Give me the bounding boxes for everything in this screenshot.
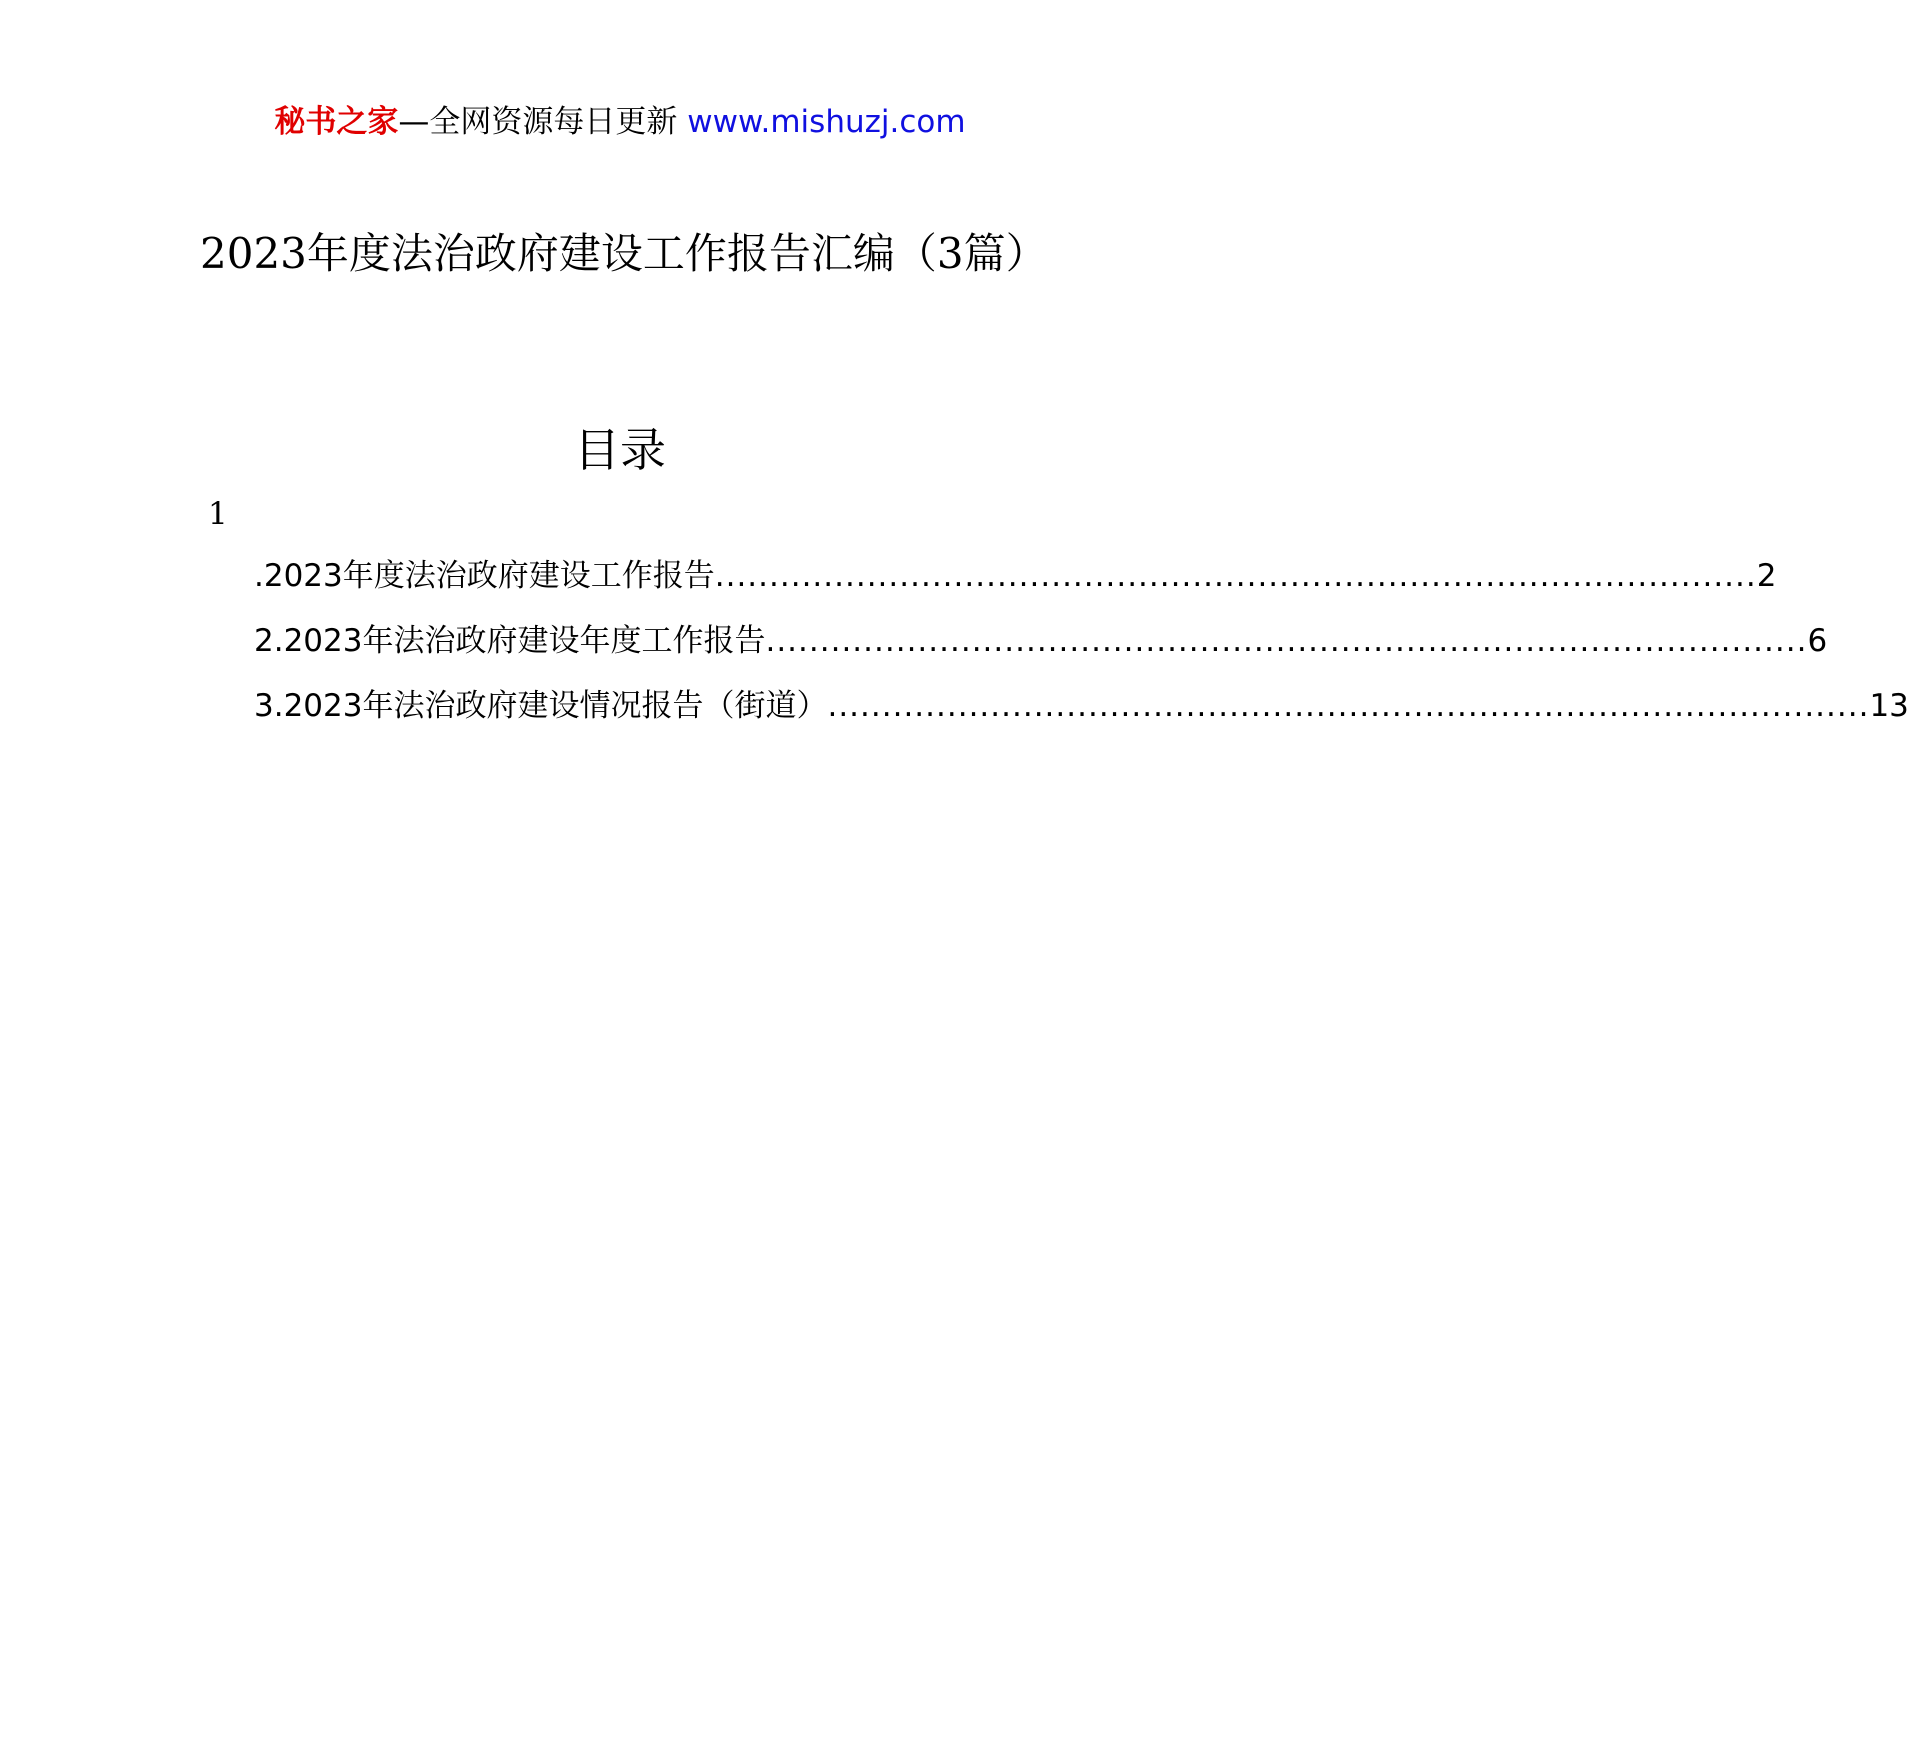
toc-dot-leader: ................................................................................................ [765,623,1808,659]
toc-heading: 目录 [574,423,666,477]
header-banner [0,102,1240,142]
header-tagline: —全网资源每日更新 [398,104,678,140]
toc-entry-title: .2023年度法治政府建设工作报告 [254,558,715,594]
toc-stray-number: 1 [208,496,228,532]
toc-dot-leader: ................................................................................................ [827,688,1870,724]
toc-entry[interactable] [254,556,1777,621]
brand-name: 秘书之家 [274,104,399,140]
toc-list [254,556,1909,751]
toc-entry-page: 13 [1869,688,1909,724]
toc-entry-title: 2.2023年法治政府建设年度工作报告 [254,623,766,659]
toc-entry-title: 3.2023年法治政府建设情况报告（街道） [254,688,828,724]
toc-entry-page: 2 [1756,558,1777,594]
document-title: 2023年度法治政府建设工作报告汇编（3篇） [200,229,1048,278]
toc-entry[interactable] [254,686,1909,751]
toc-entry[interactable] [254,621,1828,686]
toc-dot-leader: ................................................................................................ [714,558,1757,594]
toc-entry-page: 6 [1807,623,1828,659]
site-url-link[interactable]: www.mishuzj.com [687,104,966,140]
